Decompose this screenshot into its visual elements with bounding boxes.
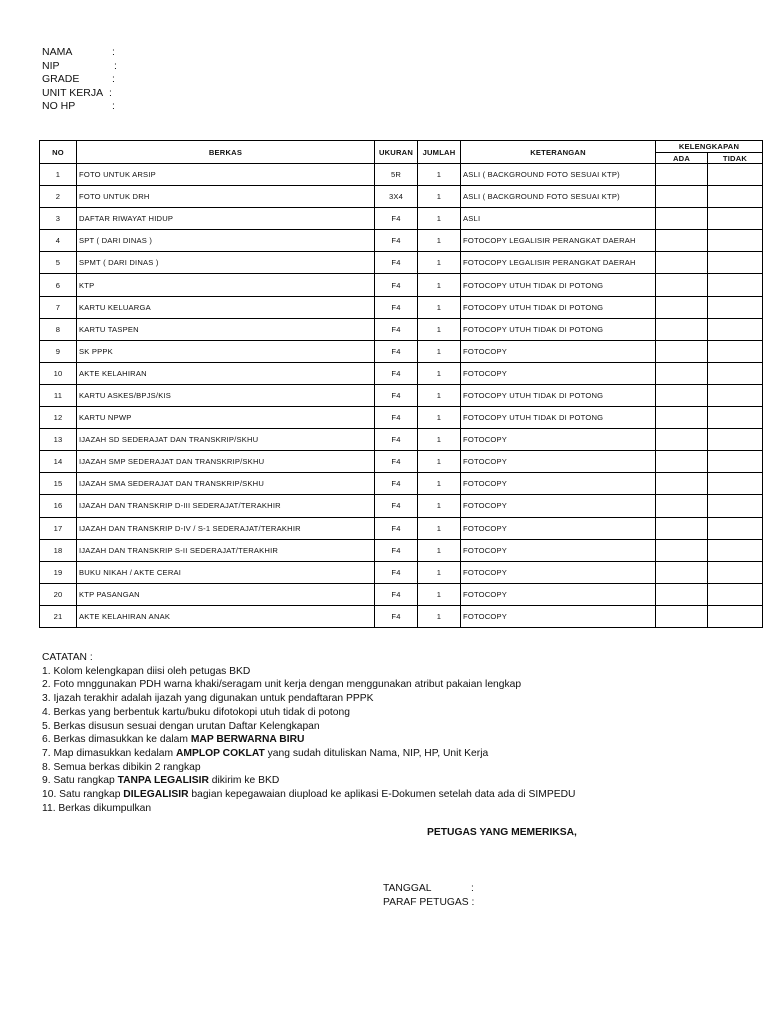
note-text-bold: MAP BERWARNA BIRU (190, 734, 305, 746)
note-item (42, 788, 575, 802)
cell-tidak[interactable] (708, 539, 763, 561)
cell-keterangan: ASLI ( BACKGROUND FOTO SESUAI KTP) (461, 186, 656, 208)
cell-keterangan: FOTOCOPY UTUH TIDAK DI POTONG (461, 407, 656, 429)
field-label: GRADE (42, 73, 80, 86)
cell-jumlah: 1 (418, 318, 461, 340)
cell-keterangan: FOTOCOPY (461, 451, 656, 473)
cell-keterangan: FOTOCOPY (461, 605, 656, 627)
note-text-post: yang sudah dituliskan Nama, NIP, HP, Unit Kerja (264, 747, 489, 759)
cell-keterangan: FOTOCOPY (461, 539, 656, 561)
cell-ukuran: F4 (375, 605, 418, 627)
cell-ada[interactable] (656, 561, 708, 583)
cell-keterangan: FOTOCOPY UTUH TIDAK DI POTONG (461, 318, 656, 340)
table-row (40, 605, 763, 627)
cell-no: 8 (40, 318, 77, 340)
cell-ada[interactable] (656, 605, 708, 627)
cell-ukuran: F4 (375, 362, 418, 384)
cell-berkas: SPMT ( DARI DINAS ) (77, 252, 375, 274)
table-row (40, 429, 763, 451)
cell-jumlah: 1 (418, 274, 461, 296)
note-text-bold: DILEGALISIR (123, 789, 189, 801)
cell-keterangan: FOTOCOPY (461, 495, 656, 517)
cell-ada[interactable] (656, 340, 708, 362)
table-row (40, 252, 763, 274)
note-text-post: dikirim ke BKD (208, 775, 280, 787)
table-row (40, 407, 763, 429)
field-colon: : (471, 883, 474, 894)
cell-ukuran: F4 (375, 407, 418, 429)
cell-no: 12 (40, 407, 77, 429)
cell-berkas: KARTU TASPEN (77, 318, 375, 340)
cell-keterangan: FOTOCOPY (461, 340, 656, 362)
cell-no: 16 (40, 495, 77, 517)
cell-tidak[interactable] (708, 362, 763, 384)
cell-tidak[interactable] (708, 583, 763, 605)
cell-jumlah: 1 (418, 296, 461, 318)
cell-ada[interactable] (656, 384, 708, 406)
cell-no: 4 (40, 230, 77, 252)
cell-tidak[interactable] (708, 208, 763, 230)
cell-no: 14 (40, 451, 77, 473)
table-row (40, 561, 763, 583)
note-text-pre: 1. Kolom kelengkapan diisi oleh petugas BKD (42, 665, 251, 677)
cell-ukuran: F4 (375, 539, 418, 561)
table-row (40, 208, 763, 230)
cell-ukuran: F4 (375, 473, 418, 495)
header-ukuran: UKURAN (375, 141, 418, 164)
cell-ukuran: F4 (375, 561, 418, 583)
note-text-pre: 6. Berkas dimasukkan ke dalam (42, 734, 191, 746)
cell-berkas: AKTE KELAHIRAN ANAK (77, 605, 375, 627)
table-row (40, 362, 763, 384)
cell-jumlah: 1 (418, 517, 461, 539)
note-text-pre: 8. Semua berkas dibikin 2 rangkap (42, 761, 201, 773)
cell-no: 7 (40, 296, 77, 318)
cell-keterangan: FOTOCOPY (461, 583, 656, 605)
table-row (40, 451, 763, 473)
note-item (42, 720, 575, 734)
cell-jumlah: 1 (418, 429, 461, 451)
note-text-pre: 2. Foto mnggunakan PDH warna khaki/seragam unit kerja dengan menggunakan atribut pakaian lengkap (42, 679, 522, 691)
note-item (42, 747, 575, 761)
cell-ada[interactable] (656, 517, 708, 539)
cell-berkas: BUKU NIKAH / AKTE CERAI (77, 561, 375, 583)
cell-ukuran: 3X4 (375, 186, 418, 208)
note-item (42, 774, 575, 788)
cell-ukuran: F4 (375, 384, 418, 406)
cell-keterangan: FOTOCOPY LEGALISIR PERANGKAT DAERAH (461, 252, 656, 274)
notes-title: CATATAN : (42, 652, 93, 663)
note-item (42, 802, 575, 816)
cell-ukuran: F4 (375, 517, 418, 539)
field-label: TANGGAL (383, 883, 432, 894)
cell-jumlah: 1 (418, 495, 461, 517)
cell-berkas: KARTU ASKES/BPJS/KIS (77, 384, 375, 406)
notes-section (42, 651, 575, 815)
cell-ada[interactable] (656, 164, 708, 186)
cell-ada[interactable] (656, 252, 708, 274)
table-row (40, 274, 763, 296)
cell-berkas: IJAZAH DAN TRANSKRIP D-III SEDERAJAT/TERAKHIR (77, 495, 375, 517)
cell-ada[interactable] (656, 495, 708, 517)
cell-ukuran: F4 (375, 318, 418, 340)
cell-jumlah: 1 (418, 605, 461, 627)
header-kelengkapan: KELENGKAPAN (656, 141, 763, 153)
cell-tidak[interactable] (708, 451, 763, 473)
cell-tidak[interactable] (708, 274, 763, 296)
cell-keterangan: FOTOCOPY UTUH TIDAK DI POTONG (461, 274, 656, 296)
cell-no: 17 (40, 517, 77, 539)
cell-jumlah: 1 (418, 208, 461, 230)
cell-ada[interactable] (656, 451, 708, 473)
cell-jumlah: 1 (418, 362, 461, 384)
cell-jumlah: 1 (418, 186, 461, 208)
cell-tidak[interactable] (708, 296, 763, 318)
cell-tidak[interactable] (708, 186, 763, 208)
cell-tidak[interactable] (708, 340, 763, 362)
cell-berkas: KTP PASANGAN (77, 583, 375, 605)
note-item (42, 678, 575, 692)
cell-no: 13 (40, 429, 77, 451)
cell-jumlah: 1 (418, 164, 461, 186)
checklist-body (40, 164, 763, 628)
cell-jumlah: 1 (418, 230, 461, 252)
cell-ada[interactable] (656, 429, 708, 451)
cell-tidak[interactable] (708, 252, 763, 274)
note-item (42, 706, 575, 720)
cell-ukuran: F4 (375, 429, 418, 451)
cell-jumlah: 1 (418, 252, 461, 274)
cell-no: 11 (40, 384, 77, 406)
cell-ukuran: F4 (375, 208, 418, 230)
cell-ada[interactable] (656, 186, 708, 208)
cell-berkas: KARTU NPWP (77, 407, 375, 429)
cell-tidak[interactable] (708, 384, 763, 406)
field-colon: : (114, 59, 117, 72)
cell-tidak[interactable] (708, 230, 763, 252)
cell-jumlah: 1 (418, 583, 461, 605)
cell-berkas: IJAZAH DAN TRANSKRIP S-II SEDERAJAT/TERAKHIR (77, 539, 375, 561)
notes-list (42, 665, 575, 816)
table-row (40, 164, 763, 186)
cell-no: 2 (40, 186, 77, 208)
cell-berkas: IJAZAH DAN TRANSKRIP D-IV / S-1 SEDERAJAT/TERAKHIR (77, 517, 375, 539)
document-checklist-table (39, 140, 763, 628)
cell-keterangan: FOTOCOPY LEGALISIR PERANGKAT DAERAH (461, 230, 656, 252)
table-row (40, 186, 763, 208)
cell-berkas: AKTE KELAHIRAN (77, 362, 375, 384)
cell-ukuran: F4 (375, 495, 418, 517)
cell-keterangan: ASLI (461, 208, 656, 230)
field-colon: : (109, 86, 112, 99)
cell-no: 21 (40, 605, 77, 627)
cell-berkas: IJAZAH SD SEDERAJAT DAN TRANSKRIP/SKHU (77, 429, 375, 451)
cell-tidak[interactable] (708, 164, 763, 186)
cell-berkas: KTP (77, 274, 375, 296)
table-row (40, 384, 763, 406)
field-label: UNIT KERJA (42, 86, 104, 99)
table-row (40, 495, 763, 517)
cell-tidak[interactable] (708, 605, 763, 627)
cell-tidak[interactable] (708, 473, 763, 495)
cell-jumlah: 1 (418, 451, 461, 473)
note-text-pre: 4. Berkas yang berbentuk kartu/buku difotokopi utuh tidak di potong (42, 706, 350, 718)
signature-title: PETUGAS YANG MEMERIKSA, (427, 827, 577, 838)
header-ada: ADA (656, 153, 708, 164)
note-item (42, 692, 575, 706)
note-text-pre: 9. Satu rangkap (42, 775, 118, 787)
cell-jumlah: 1 (418, 539, 461, 561)
field-label: NIP (42, 59, 60, 72)
note-text-pre: 7. Map dimasukkan kedalam (42, 747, 176, 759)
cell-jumlah: 1 (418, 340, 461, 362)
cell-no: 3 (40, 208, 77, 230)
cell-tidak[interactable] (708, 495, 763, 517)
cell-ada[interactable] (656, 296, 708, 318)
header-tidak: TIDAK (708, 153, 763, 164)
cell-no: 10 (40, 362, 77, 384)
cell-tidak[interactable] (708, 407, 763, 429)
cell-berkas: IJAZAH SMP SEDERAJAT DAN TRANSKRIP/SKHU (77, 451, 375, 473)
cell-no: 5 (40, 252, 77, 274)
header-jumlah: JUMLAH (418, 141, 461, 164)
note-text-pre: 10. Satu rangkap (42, 789, 124, 801)
cell-no: 15 (40, 473, 77, 495)
cell-keterangan: FOTOCOPY (461, 362, 656, 384)
cell-ada[interactable] (656, 407, 708, 429)
note-text-pre: 5. Berkas disusun sesuai dengan urutan Daftar Kelengkapan (42, 720, 320, 732)
cell-no: 20 (40, 583, 77, 605)
note-item (42, 733, 575, 747)
cell-ada[interactable] (656, 473, 708, 495)
cell-no: 9 (40, 340, 77, 362)
cell-tidak[interactable] (708, 561, 763, 583)
note-item (42, 761, 575, 775)
cell-keterangan: FOTOCOPY UTUH TIDAK DI POTONG (461, 296, 656, 318)
cell-berkas: KARTU KELUARGA (77, 296, 375, 318)
table-row (40, 318, 763, 340)
note-item (42, 665, 575, 679)
cell-jumlah: 1 (418, 473, 461, 495)
field-colon: : (112, 73, 115, 86)
cell-tidak[interactable] (708, 517, 763, 539)
field-colon: : (112, 46, 115, 58)
cell-ada[interactable] (656, 208, 708, 230)
field-label: NO HP (42, 100, 76, 113)
cell-jumlah: 1 (418, 407, 461, 429)
header-berkas: BERKAS (77, 141, 375, 164)
table-row (40, 583, 763, 605)
table-row (40, 517, 763, 539)
cell-berkas: SK PPPK (77, 340, 375, 362)
table-row (40, 340, 763, 362)
cell-ukuran: F4 (375, 274, 418, 296)
cell-tidak[interactable] (708, 429, 763, 451)
header-no: NO (40, 141, 77, 164)
cell-jumlah: 1 (418, 384, 461, 406)
cell-ukuran: F4 (375, 252, 418, 274)
cell-ada[interactable] (656, 583, 708, 605)
cell-ada[interactable] (656, 539, 708, 561)
cell-no: 6 (40, 274, 77, 296)
field-label: NAMA (42, 46, 73, 58)
table-row (40, 230, 763, 252)
cell-berkas: SPT ( DARI DINAS ) (77, 230, 375, 252)
table-row (40, 539, 763, 561)
field-label: PARAF PETUGAS : (383, 897, 475, 908)
cell-berkas: FOTO UNTUK DRH (77, 186, 375, 208)
cell-keterangan: FOTOCOPY UTUH TIDAK DI POTONG (461, 384, 656, 406)
cell-berkas: IJAZAH SMA SEDERAJAT DAN TRANSKRIP/SKHU (77, 473, 375, 495)
cell-tidak[interactable] (708, 318, 763, 340)
cell-ukuran: F4 (375, 583, 418, 605)
cell-ukuran: F4 (375, 451, 418, 473)
cell-ada[interactable] (656, 274, 708, 296)
note-text-post: bagian kepegawaian diupload ke aplikasi E-Dokumen setelah data ada di SIMPEDU (188, 789, 576, 801)
cell-no: 1 (40, 164, 77, 186)
cell-no: 19 (40, 561, 77, 583)
cell-no: 18 (40, 539, 77, 561)
cell-keterangan: ASLI ( BACKGROUND FOTO SESUAI KTP) (461, 164, 656, 186)
field-colon: : (112, 100, 115, 113)
note-text-bold: AMPLOP COKLAT (175, 747, 265, 759)
cell-ukuran: 5R (375, 164, 418, 186)
cell-ada[interactable] (656, 230, 708, 252)
cell-ukuran: F4 (375, 296, 418, 318)
note-text-pre: 3. Ijazah terakhir adalah ijazah yang digunakan untuk pendaftaran PPPK (42, 693, 374, 705)
header-keterangan: KETERANGAN (461, 141, 656, 164)
note-text-bold: TANPA LEGALISIR (117, 775, 209, 787)
cell-jumlah: 1 (418, 561, 461, 583)
cell-berkas: FOTO UNTUK ARSIP (77, 164, 375, 186)
table-row (40, 296, 763, 318)
cell-keterangan: FOTOCOPY (461, 429, 656, 451)
cell-keterangan: FOTOCOPY (461, 473, 656, 495)
note-text-pre: 11. Berkas dikumpulkan (42, 802, 152, 814)
cell-ukuran: F4 (375, 340, 418, 362)
table-row (40, 473, 763, 495)
cell-ada[interactable] (656, 362, 708, 384)
cell-keterangan: FOTOCOPY (461, 517, 656, 539)
cell-keterangan: FOTOCOPY (461, 561, 656, 583)
cell-ada[interactable] (656, 318, 708, 340)
cell-berkas: DAFTAR RIWAYAT HIDUP (77, 208, 375, 230)
cell-ukuran: F4 (375, 230, 418, 252)
